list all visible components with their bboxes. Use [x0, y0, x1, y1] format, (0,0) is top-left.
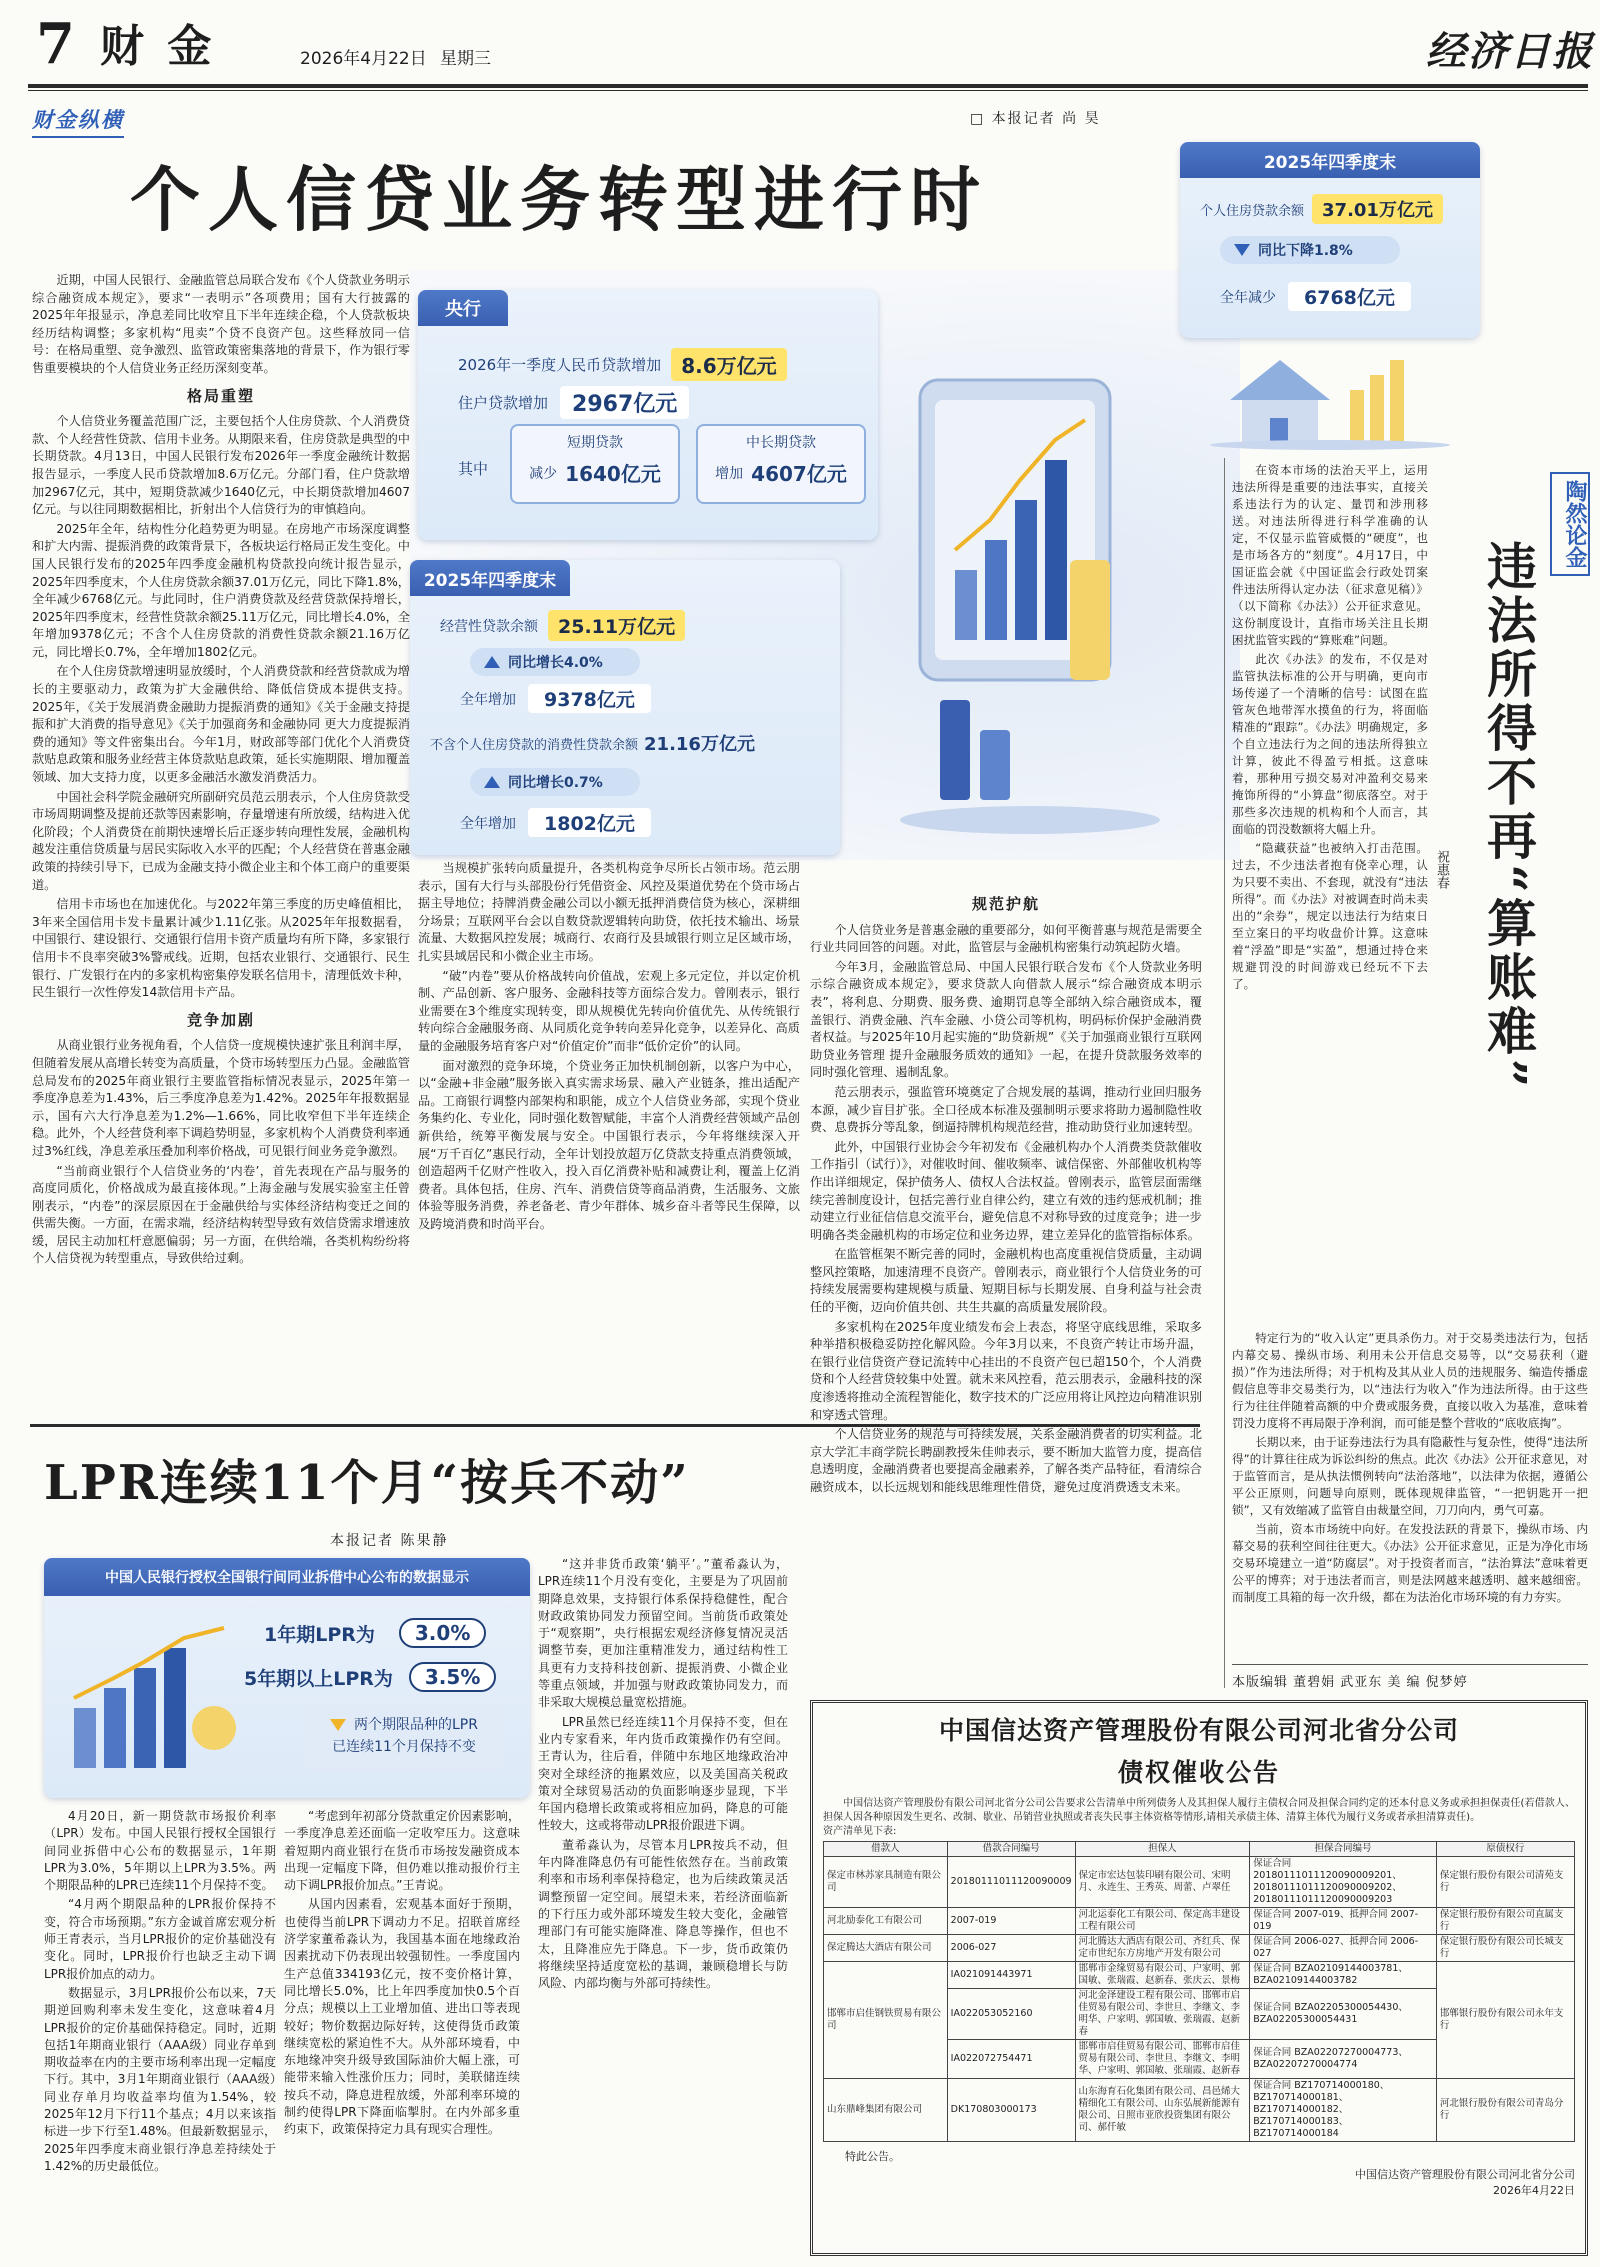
paragraph: LPR虽然已经连续11个月保持不变，但在业内专家看来，年内货币政策操作仍有空间。王青认为，往后看，伴随中东地区地缘政治冲突对全球经济的拖累效应，以及美国高关税政策对全球贸易活动的负面影响逐步显现，下半年国内稳增长政策或将相应加码，降息的可能性较大，这或将带动LPR报价跟进下调。: [538, 1714, 788, 1833]
household-row: [458, 386, 689, 419]
paragraph: 此外，中国银行业协会今年初发布《金融机构办个人消费类贷款催收工作指引（试行）》，对催收时间、催收频率、诚信保密、外部催收机构等作出详细规定，保护债务人、债权人合法权益。曾刚表示，监管层面需继续完善制度设计，包括完善行业自律公约，建立有效的违约惩戒机制；推动建立行业征信信息交流平台，避免信息不对称导致的过度竞争；进一步明确各类金融机构的市场定位和业务边界，建立差异化的监管指标体系。: [810, 1139, 1202, 1242]
section-heading-3: 规范护航: [971, 896, 1040, 913]
notice-closing: 特此公告。: [845, 2150, 900, 2163]
commentary-column-tag: 陶然论金: [1562, 480, 1587, 568]
table-cell: 保定银行股份有限公司直属支行: [1436, 1908, 1574, 1935]
biz-yoy: 同比增长4.0%: [508, 655, 603, 671]
article-title: 个人信贷业务转型进行时: [130, 158, 988, 241]
table-cell: IA021091443971: [947, 1962, 1075, 1989]
biz-loan-label: 经营性贷款余额: [440, 618, 538, 635]
table-header: 担保合同编号: [1250, 1842, 1437, 1857]
table-row: [824, 2079, 1575, 2142]
section-name: 财 金: [100, 21, 216, 72]
table-header: 担保人: [1075, 1842, 1250, 1857]
table-cell: 邯郸市启佳钢铁贸易有限公司: [824, 1962, 948, 2079]
table-cell: 山东鼎峰集团有限公司: [824, 2079, 948, 2142]
table-cell: 保证合同 BZ170714000180、BZ170714000181、BZ170714000182、BZ170714000183、BZ170714000184: [1250, 2079, 1437, 2142]
mortgage-value: 37.01万亿元: [1312, 194, 1443, 224]
column-divider: [1224, 458, 1225, 1688]
down-arrow-icon: [330, 1719, 346, 1731]
q4-title: 2025年四季度末: [410, 560, 570, 596]
table-cell: 河北励泰化工有限公司: [824, 1908, 948, 1935]
table-cell: 保证合同 2006-027、抵押合同 2006-027: [1250, 1935, 1437, 1962]
lpr-note-1: 两个期限品种的LPR: [354, 1717, 478, 1733]
notice-company: 中国信达资产管理股份有限公司河北省分公司: [938, 1716, 1459, 1745]
notice-unit-label: 资产清单见下表:: [823, 1826, 897, 1837]
q1-value: 8.6万亿元: [671, 348, 786, 381]
paragraph: 当规模扩张转向质量提升，各类机构竞争尽所长占领市场。范云朋表示，国有大行与头部股份行凭借资金、风控及渠道优势在个贷市场占据主导地位；持牌消费金融公司以小额无抵押消费信贷为核心，深耕细分场景；互联网平台会以自数贷款逻辑转向助贷，依托技术输出、场景流量、大数据风控发展；城商行、农商行及县域银行则立足区域市场，扎实县域居民和小微企业主市场。: [418, 861, 800, 963]
issue-date: 2026年4月22日: [300, 49, 427, 69]
table-cell: 保证合同 BZA02205300054430、BZA02205300054431: [1250, 1989, 1437, 2040]
article-column-3: [810, 896, 1202, 1686]
table-cell: 保定市林苏家具制造有限公司: [824, 1857, 948, 1908]
down-arrow-icon: [1234, 244, 1250, 256]
long-loan-value: 4607亿元: [751, 462, 847, 486]
table-header: 借款合同编号: [947, 1842, 1075, 1857]
table-cell: 2007-019: [947, 1908, 1075, 1935]
pboc-card: [418, 290, 878, 540]
table-row: [824, 1935, 1575, 1962]
paragraph: 从国内因素看，宏观基本面好于预期，也使得当前LPR下调动力不足。招联首席经济学家董希淼认为，我国基本面在地缘政治因素扰动下仍表现出较强韧性。一季度国内生产总值334193亿元，按不变价格计算，同比增长5.0%，比上年四季度加快0.5个百分点；规模以上工业增加值、进出口等表现较好；物价数据边际好转，这使得货币政策继续宽松的紧迫性不大。从外部环境看，中东地缘冲突升级导致国际油价大幅上涨，可能带来输入性涨价压力；同时，美联储连续按兵不动，降息进程放缓，外部利率环境的制约使得LPR下降面临掣肘。在内外部多重约束下，政策保持定力具有现实合理性。: [284, 1897, 520, 2137]
infographic: [410, 270, 1240, 860]
lpr5-value: 3.5%: [409, 1662, 496, 1692]
paragraph: “隐藏获益”也被纳入打击范围。过去，不少违法者抱有侥幸心理，认为只要不卖出、不套现，就没有“违法所得”。而《办法》对被调查时尚未卖出的“余券”，规定以违法行为结束日至立案日的平均收盘价计算。这意味着“浮盈”即是“实盈”，想通过持仓来规避罚没的时间游戏已经玩不下去了。: [1232, 841, 1428, 991]
lpr-section-rule: [30, 1424, 1200, 1427]
paragraph: “4月两个期限品种的LPR报价保持不变，符合市场预期。”东方金诚首席宏观分析师王青表示，当月LPR报价的定价基础没有变化。同时，LPR报价行也缺乏主动下调LPR报价加点的动力。: [44, 1897, 276, 1981]
lpr1-value: 3.0%: [399, 1618, 486, 1648]
table-cell: IA022053052160: [947, 1989, 1075, 2040]
consumer-year-label: 全年增加: [460, 815, 516, 832]
q4-card: [410, 560, 840, 855]
mortgage-year-label: 全年减少: [1220, 289, 1276, 306]
lpr-note-2: 已连续11个月保持不变: [332, 1739, 476, 1755]
coin-stack-icon: [1070, 560, 1110, 680]
consumer-loan-value: 21.16万亿元: [644, 734, 755, 755]
lpr-byline: 本报记者 陈果静: [330, 1533, 449, 1549]
biz-yoy-pill: [470, 648, 640, 676]
table-cell: 河北腾达大酒店有限公司、齐红兵、保定市世纪东方房地产开发有限公司: [1075, 1935, 1250, 1962]
household-value: 2967亿元: [560, 386, 689, 419]
paragraph: 信用卡市场也在加速优化。与2022年第三季度的历史峰值相比，3年来全国信用卡发卡量累计减少1.11亿张。从2025年年报数据看，中国银行、建设银行、交通银行信用卡资产质量均有所下降，多家银行信用卡不良率突破3%警戒线。近期，包括农业银行、交通银行、民生银行、广发银行在内的多家机构密集停发联名信用卡，清理低效卡种，民生银行一次性停发14款信用卡产品。: [32, 897, 410, 1000]
lpr-title: LPR连续11个月“按兵不动”: [44, 1455, 690, 1511]
short-loan-box: [510, 424, 680, 504]
table-cell: 保定银行股份有限公司长城支行: [1436, 1935, 1574, 1962]
paragraph: 今年3月，金融监管总局、中国人民银行联合发布《个人贷款业务明示综合融资成本规定》，要求贷款人向借款人展示“综合融资成本明示表”，将利息、分期费、服务费、逾期罚息等全部纳入综合融资成本，覆盖银行、消费金融、汽车金融、小贷公司等机构，明码标价保护金融消费者权益。与2025年10月起实施的“助贷新规”《关于加强商业银行互联网助贷业务管理 提升金融服务质效的通知》一起，在提升贷款服务效率的同时强化管理、遏制乱象。: [810, 959, 1202, 1080]
table-cell: 河北运泰化工有限公司、保定高丰建设工程有限公司: [1075, 1908, 1250, 1935]
lpr-column-2: [284, 1808, 520, 2258]
paragraph: 在个人住房贷款增速明显放缓时，个人消费贷款和经营贷款成为增长的主要驱动力，政策为扩大金融供给、降低信贷成本提供支持。2025年，《关于发展消费金融助力提振消费的通知》《关于金融支持提振和扩大消费的指导意见》《关于加强商务和金融协同 更大力度提振消费的通知》等文件密集出台。今年1月，财政部等部门优化个人消费贷款贴息政策和服务业经营主体贷款贴息政策，延长实施期限、增加覆盖领域、加大支持力度，以更多金融活水激发消费活力。: [32, 664, 410, 785]
paragraph: 长期以来，由于证券违法行为具有隐蔽性与复杂性，使得“违法所得”的计算往往成为诉讼纠纷的焦点。此次《办法》公开征求意见，对于监管而言，是从执法惯例转向“法治落地”，以法律为依据，遵循公平公正原则，问题导向原则，既体现规律监管，“一把钥匙开一把锁”，又有效缩减了监管自由裁量空间，刀刀向内，勇气可嘉。: [1232, 1435, 1588, 1517]
commentary-author: [1432, 850, 1451, 889]
consumer-yoy: 同比增长0.7%: [508, 775, 603, 791]
paragraph: 中国社会科学院金融研究所副研究员范云朋表示，个人住房贷款受市场周期调整及提前还款等因素影响，存量增速有所放缓，结构进入优化阶段；个人消费贷在前期快速增长后正逐步转向理性发展，金融机构越发注重信贷质量与居民实际收入水平的匹配；个人经营贷在普惠金融政策的持续引导下，已成为金融支持小微企业主和个体工商户的重要渠道。: [32, 789, 410, 892]
header-rule-thin: [28, 90, 1588, 91]
table-cell: DK170803000173: [947, 2079, 1075, 2142]
short-loan-title: 短期贷款: [567, 435, 623, 451]
short-loan-label: 减少: [529, 465, 558, 482]
mortgage-year-value: 6768亿元: [1288, 282, 1411, 311]
long-loan-label: 增加: [715, 465, 744, 482]
table-cell: 河北银行股份有限公司青岛分行: [1436, 2079, 1574, 2142]
commentary-title: [1470, 540, 1540, 1220]
q1-label: 2026年一季度人民币贷款增加: [458, 356, 662, 374]
notice-date: 2026年4月22日: [1493, 2184, 1575, 2197]
paragraph: 董希淼认为，尽管本月LPR按兵不动，但年内降准降息仍有可能性依然存在。当前政策利率和市场利率保持稳定，也为后续政策灵活调整预留一定空间。展望未来，若经济面临新的下行压力或外部环境发生较大变化，金融管理部门有可能实施降准、降息等操作，但也不太，且降准应先于降息。下一步，货币政策仍将继续坚持适度宽松的基调，兼顾稳增长与防风险、内部均衡与外部可持续性。: [538, 1837, 788, 1991]
lpr1-label: 1年期LPR为: [264, 1623, 375, 1646]
commentary-author-name: 祝惠春: [1434, 850, 1449, 889]
paragraph: “当前商业银行个人信贷业务的‘内卷’，首先表现在产品与服务的高度同质化，价格战成为最直接体现。”上海金融与发展实验室主任曾刚表示，“内卷”的深层原因在于金融供给与实体经济结构变迁之间的供需失衡。一方面，在需求端，经济结构转型导致有效信贷需求增速放缓，居民主动加杠杆意愿偏弱；另一方面，在供给端，各类机构纷纷将个人信贷视为转型重点，导致供给过剩。: [32, 1163, 410, 1266]
table-cell: IA022072754471: [947, 2040, 1075, 2079]
up-arrow-icon: [484, 656, 500, 668]
article-byline: □ 本报记者 尚 昊: [970, 111, 1101, 127]
q1-row: [458, 348, 787, 381]
table-row: [824, 1962, 1575, 1989]
table-cell: 20180111011120090009: [947, 1857, 1075, 1908]
paragraph: 数据显示，3月LPR报价公布以来，7天期逆回购利率未发生变化，这意味着4月LPR报价的定价基础保持稳定。同时，近期包括1年期商业银行（AAA级）同业存单到期收益率在内的主要市场利率出现一定幅度下行。其中，3月1年期商业银行（AAA级）同业存单月均收益率均值为1.54%，较2025年12月下行11个基点；4月以来该指标进一步下行至1.48%。但最新数据显示，2025年四季度末商业银行净息差持续处于1.42%的历史最低位。: [44, 1985, 276, 2173]
among-label: 其中: [458, 460, 489, 478]
article-column-2: [418, 860, 800, 1420]
up-arrow-icon: [484, 776, 500, 788]
table-cell: 保证合同 2007-019、抵押合同 2007-019: [1250, 1908, 1437, 1935]
table-cell: 保定腾达大酒店有限公司: [824, 1935, 948, 1962]
house-illustration: [1200, 330, 1460, 450]
paragraph: “考虑到年初部分贷款重定价因素影响，一季度净息差还面临一定收窄压力。这意味着短期内商业银行在货币市场按发融资成本出现一定幅度下降，但仍难以推动报价行主动下调LPR报价加点。”王青说。: [284, 1809, 520, 1893]
editor-line-text: 本版编辑 董碧娟 武亚东 美 编 倪梦婷: [1232, 1675, 1468, 1690]
paragraph: 特定行为的“收入认定”更具杀伤力。对于交易类违法行为，包括内幕交易、操纵市场、利用未公开信息交易等，以“交易获利（避损）”作为违法所得；对于机构及其从业人员的违规服务、编造传播虚假信息等非交易类行为，以“违法行为收入”作为违法所得。由于这些行为往往伴随着高额的中介费或服务费，直接以收入为基准，意味着罚没力度将不再局限于净利润，而可能是整个营收的“底收底掏”。: [1232, 1331, 1588, 1430]
table-header: 借款人: [824, 1842, 948, 1857]
long-loan-title: 中长期贷款: [746, 435, 816, 451]
column-tag: 财金纵横: [32, 104, 124, 138]
table-cell: 河北金泽建设工程有限公司、邯郸市启佳贸易有限公司、李世旦、李继文、李明华、户家明、郭国敏、张瑞霞、赵新春: [1075, 1989, 1250, 2040]
household-label: 住户贷款增加: [458, 394, 549, 412]
lpr-card-title: 中国人民银行授权全国银行间同业拆借中心公布的数据显示: [44, 1558, 530, 1596]
long-loan-box: [696, 424, 866, 504]
pboc-label: 央行: [418, 290, 508, 326]
table-cell: 邯郸银行股份有限公司永年支行: [1436, 1962, 1574, 2079]
notice-intro: 中国信达资产管理股份有限公司河北省分公司公告要求公告清单中所列债务人及其担保人履行主债权合同及担保合同约定的还本付息义务或承担担保责任(若借款人、担保人因各种原因发生更名、改制、歇业、吊销营业执照或者丧失民事主体资格等情形,请相关承债主体、清算主体代为履行义务或者承担清算责任)。: [823, 1798, 1575, 1823]
paragraph: “破”内卷”要从价格战转向价值战，宏观上多元定位，并以定价机制、产品创新、客户服务、金融科技等方面综合发力。曾刚表示，银行业需要在3个维度实现转变，即从规模优先转向价值优先、从传统银行转向综合金融服务商、从同质化竞争转向差异化竞争，以差异化、高质量的金融服务培育客户对“价值定价”而非“低价定价”的认同。: [418, 968, 800, 1053]
commentary-body-bottom: [1232, 1330, 1588, 1660]
notice-title: 债权催收公告: [1117, 1758, 1280, 1787]
lpr-card: [44, 1558, 530, 1798]
commentary-tag: [1550, 472, 1590, 576]
paragraph: 范云朋表示，强监管环境奠定了合规发展的基调，推动行业回归服务本源，减少盲目扩张。全口径成本标准及强制明示要求将助力遏制隐性收费、息费拆分等乱象，倒逼持牌机构规范经营，推动助贷行业加速转型。: [810, 1084, 1202, 1135]
commentary-body-top: [1232, 462, 1428, 1328]
mortgage-title: 2025年四季度末: [1180, 142, 1480, 178]
paragraph: 个人信贷业务是普惠金融的重要部分，如何平衡普惠与规范是需要全行业共同回答的问题。对此，监管层与金融机构密集行动筑起防火墙。: [810, 922, 1202, 955]
header-rule: [28, 84, 1588, 88]
debt-notice: [810, 1700, 1588, 2256]
biz-loan-value: 25.11万亿元: [548, 610, 685, 641]
table-cell: 保定银行股份有限公司清苑支行: [1436, 1857, 1574, 1908]
paragraph: 当前，资本市场统中向好。在发投法跃的背景下，操纵市场、内幕交易的获利空间往往更大。《办法》公开征求意见，正是为净化市场交易环境建立一道“防腐层”。对于投资者而言，“法治算法”意味着更公平的博弈；对于违法者而言，则是法网越来越透明、越来越细密。而制度工具箱的每一次升级，都在为法治化市场环境的有力夯实。: [1232, 1522, 1588, 1604]
table-cell: 保证合同 BZA02207270004773、BZA02207270004774: [1250, 2040, 1437, 2079]
table-cell: 保证合同 BZA02109144003781、BZA02109144003782: [1250, 1962, 1437, 1989]
article-lead: 近期，中国人民银行、金融监管总局联合发布《个人贷款业务明示综合融资成本规定》，要求“一表明示”各项费用；国有大行披露的2025年年报显示，净息差同比收窄且下半年连续企稳，个人贷款板块经历结构调整；多家机构“甩卖”个贷不良资产包。这些释放同一信号：在格局重塑、竞争激烈、监管政策密集落地的背景下，作为银行零售重要模块的个人信贷业务正经历深刻变革。: [32, 273, 410, 375]
phone-chart-illustration: [880, 350, 1180, 850]
lpr5-label: 5年期以上LPR为: [244, 1667, 393, 1690]
table-row: [824, 1857, 1575, 1908]
table-row: [824, 1908, 1575, 1935]
editor-line: [1232, 1664, 1588, 1690]
consumer-year-value: 1802亿元: [528, 808, 651, 837]
short-loan-value: 1640亿元: [565, 462, 661, 486]
table-cell: 邯郸市启佳贸易有限公司、邯郸市启佳贸易有限公司、李世旦、李继文、李明华、户家明、郭国敏、张瑞霞、赵新春: [1075, 2040, 1250, 2079]
issue-weekday: 星期三: [440, 49, 491, 69]
paragraph: 此次《办法》的发布，不仅是对监管执法标准的公开与明确，更向市场传递了一个清晰的信号：试图在监管灰色地带浑水摸鱼的行为，将面临精准的“跟踪”。《办法》明确规定，多个自立违法行为之间的违法所得独立计算，彼此不得盈亏相抵。这意味着，那种用亏损交易对冲盈利交易来掩饰所得的“小算盘”彻底落空。对于那些多次违规的机构和个人而言，其面临的罚没数额将大幅上升。: [1232, 652, 1428, 836]
debt-table: [823, 1841, 1575, 2142]
notice-signature: 中国信达资产管理股份有限公司河北省分公司: [1355, 2168, 1575, 2181]
table-cell: 保证合同 20180111011120090009201、20180111011120090009202、20180111011120090009203: [1250, 1857, 1437, 1908]
paragraph: 在资本市场的法治天平上，运用违法所得是重要的违法事实，直接关系违法行为的认定、量罚和涉刑移送。对违法所得进行科学准确的认定，不仅显示监管威慑的“硬度”，也是市场各方的“刻度”。4月17日，中国证监会就《中国证监会行政处罚案件违法所得认定办法（征求意见稿）》（以下简称《办法》）公开征求意见。这份制度设计，直指市场关注且长期困扰监管实践的“算账难”问题。: [1232, 463, 1428, 647]
table-cell: 山东海育石化集团有限公司、昌邑烯大精细化工有限公司、山东弘展新能源有限公司、日照市亚欣投资集团有限公司、郝仟敏: [1075, 2079, 1250, 2142]
mortgage-label: 个人住房贷款余额: [1200, 203, 1305, 219]
mortgage-card: [1180, 142, 1480, 338]
paper-logo: 经济日报: [1426, 28, 1594, 75]
paragraph: 从商业银行业务视角看，个人信贷一度规模快速扩张且利润丰厚，但随着发展从高增长转变为高质量，个贷市场转型压力凸显。金融监管总局发布的2025年商业银行主要监管指标情况表显示，2025年第一季度净息差为1.43%，后三季度净息差为1.42%。2025年年报数据显示，国有六大行净息差为1.2%—1.66%，同比收窄但下半年连续企稳。此外，个人经营贷利率下调趋势明显，多家机构个人消费贷利率通过3%红线，净息差承压叠加利率价格战，可见银行间业务竞争激烈。: [32, 1038, 410, 1158]
paragraph: 多家机构在2025年度业绩发布会上表态，将坚守底线思维，采取多种举措积极稳妥防控化解风险。今年3月以来，不良资产转让市场升温，在银行业信贷资产登记流转中心挂出的不良资产包已超150个，个人消费贷和个人经营贷较集中处置。就未来风控看，范云朋表示，金融科技的深度渗透将推动全流程智能化，数字技术的广泛应用将让风控边向精准识别和穿透式管理。: [810, 1319, 1202, 1422]
biz-year-label: 全年增加: [460, 691, 516, 708]
mortgage-yoy-pill: [1220, 236, 1400, 264]
section-heading-2: 竞争加剧: [186, 1010, 255, 1029]
paragraph: 4月20日，新一期贷款市场报价利率（LPR）发布。中国人民银行授权全国银行间同业拆借中心公布的数据显示，1年期LPR为3.0%，5年期以上LPR为3.5%。两个期限品种的LPR已连续11个月保持不变。: [44, 1809, 276, 1893]
biz-year-value: 9378亿元: [528, 684, 651, 713]
paragraph: 面对激烈的竞争环境，个贷业务正加快机制创新，以客户为中心，以“金融+非金融”服务嵌入真实需求场景、融入产业链条，推出适配产品。工商银行调整内部架构和职能，成立个人信贷业务部，实现个贷业务集约化、专业化，同时强化数智赋能，丰富个人消费经营领域产品创新供给，统筹平衡发展与安全。中国银行表示，今年将继续深入开展“万千百亿”惠民行动，全年计划投放超万亿贷款支持重点消费领域，创造超两千亿财产性收入，投入百亿消费补贴和减费让利，覆盖上亿消费者。具体包括，住房、汽车、消费信贷等商品消费，生活服务、文旅体验等服务消费，养老备老、青少年群体、城乡奋斗者等民生保障，以及跨境消费和时尚平台。: [418, 1058, 800, 1231]
article-column-1: [32, 272, 410, 1422]
lpr-note-box: [304, 1706, 504, 1770]
table-cell: 保定市宏达包装印刷有限公司、宋明月、永连生、王秀英、周蕾、卢翠任: [1075, 1857, 1250, 1908]
trend-chart-illustration: [64, 1618, 244, 1778]
paragraph: 个人信贷业务覆盖范围广泛，主要包括个人住房贷款、个人消费贷款、个人经营性贷款、信用卡业务。从期限来看，住房贷款是典型的中长期贷款。4月13日，中国人民银行发布2026年一季度金融统计数据报告显示，一季度人民币贷款增加8.6万亿元。分部门看，住户贷款增加2967亿元，其中，短期贷款减少1640亿元，中长期贷款增加4607亿元。与以往同期数据相比，折射出个人信贷行为的审慎趋向。: [32, 414, 410, 517]
paragraph: “这并非货币政策‘躺平’。”董希淼认为，LPR连续11个月没有变化，主要是为了巩固前期降息效果，支持银行体系保持稳健性，配合财政政策协同发力预留空间。当前货币政策处于“观察期”，央行根据宏观经济修复情况灵活调整节奏，更加注重精准发力，通过结构性工具更有力支持科技创新、提振消费、小微企业等重点领域，并加强与财政政策协同发力，而非采取大规模总量宽松措施。: [538, 1557, 788, 1710]
table-cell: 2006-027: [947, 1935, 1075, 1962]
consumer-yoy-pill: [470, 768, 640, 796]
table-header-row: [824, 1842, 1575, 1857]
mortgage-yoy: 同比下降1.8%: [1258, 243, 1353, 259]
table-cell: 邯郸市金缘贸易有限公司、户家明、郭国敏、张瑞霞、赵新春、张庆云、景梅: [1075, 1962, 1250, 1989]
coin-icon: [192, 1706, 236, 1750]
lpr-column-1: [44, 1808, 276, 2258]
table-header: 原债权行: [1436, 1842, 1574, 1857]
lpr-column-3: [538, 1556, 788, 2258]
paragraph: 在监管框架不断完善的同时，金融机构也高度重视信贷质量，主动调整风控策略，加速清理不良资产。曾刚表示，商业银行个人信贷业务的可持续发展需要构建规模与质量、短期目标与长期发展、自身利益与社会责任的平衡，迈向价值共创、共生共赢的高质量发展阶段。: [810, 1247, 1202, 1315]
paragraph: 个人信贷业务的规范与可持续发展，关系金融消费者的切实利益。北京大学汇丰商学院长聘副教授朱佳帅表示，要不断加大监管力度，提高信息透明度，金融消费者也要提高金融素养，了解各类产品特征，看清综合融资成本，以长远规划和能线思维理性借贷，避免过度消费透支未来。: [810, 1427, 1202, 1494]
commentary-title-text: 违法所得不再“算账难”: [1479, 540, 1538, 1092]
section-heading-1: 格局重塑: [186, 386, 255, 405]
page-number: 7: [36, 11, 75, 77]
paragraph: 2025年全年，结构性分化趋势更为明显。在房地产市场深度调整和扩大内需、提振消费的政策背景下，各板块运行格局正发生变化。中国人民银行发布的2025年四季度金融机构贷款投向统计报告显示，2025年四季度末，个人住房贷款余额37.01万亿元，同比下降1.8%，全年减少6768亿元。与此同时，住户消费贷款及经营贷款保持增长，2025年四季度末，经营性贷款余额25.11万亿元，同比增长4.0%，全年增加9378亿元；不含个人住房贷款的消费性贷款余额21.16万亿元，同比增长0.7%，全年增加1802亿元。: [32, 521, 410, 659]
consumer-loan-label: 不含个人住房贷款的消费性贷款余额: [430, 737, 639, 753]
